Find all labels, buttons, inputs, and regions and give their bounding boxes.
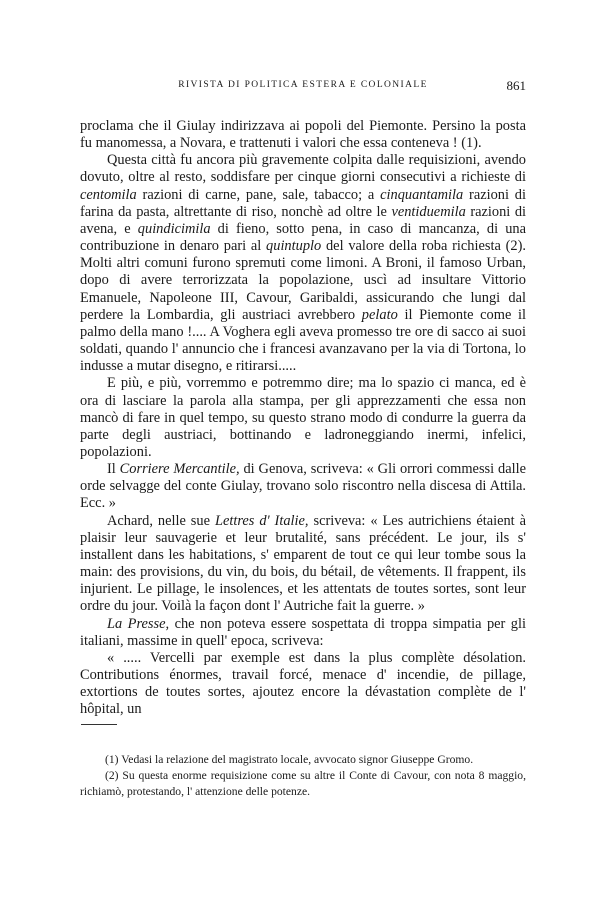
footnote-1: (1) Vedasi la relazione del magistrato locale, avvocato signor Giuseppe Gromo. bbox=[105, 753, 474, 766]
paragraph-7: « ..... Vercelli par exemple est dans la plus complète désolation. Contributions énormes, travail forcé, menace d' incendie, de pillage, extortions de toutes sortes, ajoutez encore la dévastation complète de l' hôpital, un bbox=[80, 649, 526, 718]
paragraph-4: Il Corriere Mercantile, di Genova, scriveva: « Gli orrori commessi dalle orde selvagge del conte Giulay, trovano solo riscontro nella discesa di Attila. Ecc. » bbox=[80, 461, 526, 512]
paragraph-6: La Presse, che non poteva essere sospettata di troppa simpatia per gli italiani, massime in quell' epoca, scriveva: bbox=[80, 615, 526, 649]
paragraph-3: E più, e più, vorremmo e potremmo dire; ma lo spazio ci manca, ed è ora di lasciare la parola alla stampa, per gli apprezzamenti che essa non mancò di fare in quel tempo, su questo strano modo di condurre la guerra da parte degli austriaci, bottinando e ladroneggiando inermi, infelici, popolazioni. bbox=[80, 375, 526, 460]
main-text bbox=[80, 118, 526, 718]
page-header bbox=[80, 78, 526, 94]
footnote-divider bbox=[81, 724, 117, 725]
footnotes bbox=[80, 752, 526, 800]
footnote-2: (2) Su questa enorme requisizione come su altre il Conte di Cavour, con nota 8 maggio, richiamò, protestando, l' attenzione delle potenze. bbox=[80, 769, 526, 798]
paragraph-5: Achard, nelle sue Lettres d' Italie, scriveva: « Les autrichiens étaient à plaisir leur sauvagerie et leur brutalité, sans précédent. Le jour, ils s' installent dans les habitations, s' emparent de tout ce qui leur tombe sous la main: des provisions, du vin, du bois, du bétail, de vêtements. Il frappent, ils injurient. Le pillage, le insolences, et les attentats de toutes sortes, sont leur ordre du jour. Voilà la façon dont l' Autriche fait la guerre. » bbox=[80, 512, 527, 615]
paragraph-1: proclama che il Giulay indirizzava ai popoli del Piemonte. Persino la posta fu manomessa, a Novara, e trattenuti i valori che essa conteneva ! (1). bbox=[80, 118, 526, 152]
page-number: 861 bbox=[506, 78, 526, 93]
paragraph-2: Questa città fu ancora più gravemente colpita dalle requisizioni, avendo dovuto, oltre al resto, soddisfare per cinque giorni consecutivi a richieste di centomila razioni di carne, pane, sale, tabacco; a cinquantamila razioni di farina da pasta, altrettante di riso, nonchè ad oltre le ventiduemila razioni di avena, e quindicimila di fieno, sotto pena, in caso di mancanza, di una contribuzione in denaro pari al quintuplo del valore della roba richiesta (2). Molti altri comuni furono spremuti come limoni. A Broni, il famoso Urban, dopo di avere terrorizzata la popolazione, uscì ad insultare Vittorio Emanuele, Napoleone III, Cavour, Garibaldi, assicurando che lungi dal perdere la Lombardia, gli austriaci avrebbero pelato il Piemonte come il palmo della mano !.... A Voghera egli aveva promesso tre ore di sacco ai suoi soldati, quando l' annuncio che i francesi avanzavano per la via di Tortona, lo indusse a mutar disegno, e ritirarsi..... bbox=[80, 152, 527, 375]
running-title: RIVISTA DI POLITICA ESTERA E COLONIALE bbox=[178, 80, 428, 90]
